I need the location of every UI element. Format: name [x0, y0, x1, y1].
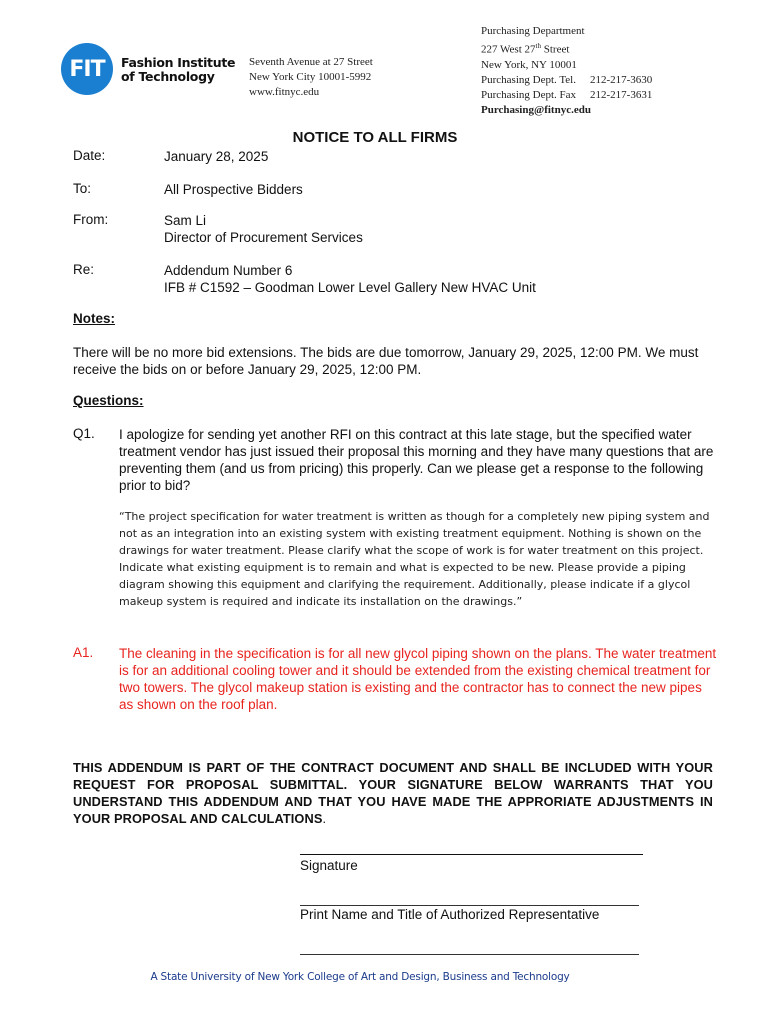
questions-heading: Questions: [73, 393, 144, 408]
footer-tagline: A State University of New York College of Art and Design, Business and Technology [150, 971, 570, 983]
signature-line[interactable] [300, 854, 643, 855]
campus-address-line: Seventh Avenue at 27 Street [249, 56, 373, 68]
re-value [164, 262, 536, 296]
date-value: January 28, 2025 [164, 149, 269, 164]
warrant-end: . [322, 811, 327, 826]
dept-city: New York, NY 10001 [481, 58, 577, 71]
q1-label: Q1. [73, 426, 95, 441]
dept-name: Purchasing Department [481, 25, 585, 37]
notes-heading: Notes: [73, 311, 116, 326]
q1-quote: “The project specification for water treatment is written as though for a completely new piping system and not as an integration into an existing system with existing treatment equipment. Nothing is shown on the drawings for water treatment. Please clarify what the scope of work is for water treatment on this project. Indicate what existing equipment is to remain and what is expected to be new. Please provide a piping diagram showing this equipment and clarifying the requirement. Additionally, please indicate if a glycol makeup system is required and indicate its installation on the drawings.” [119, 510, 710, 608]
signature-label: Signature [300, 858, 358, 873]
logo-text: FIT [69, 56, 105, 82]
dept-email[interactable]: Purchasing@fitnyc.edu [481, 103, 591, 116]
re-line-1: Addendum Number 6 [164, 263, 293, 278]
to-label: To: [73, 181, 92, 196]
fit-logo [61, 43, 113, 95]
re-line-2: IFB # C1592 – Goodman Lower Level Gallery New HVAC Unit [164, 280, 536, 295]
institution-line-2: of Technology [121, 69, 215, 84]
institution-line-1: Fashion Institute [121, 55, 236, 70]
dept-tel: Purchasing Dept. Tel. 212-217-3630 [481, 73, 653, 86]
print-name-line[interactable] [300, 905, 639, 906]
warrant-text: THIS ADDENDUM IS PART OF THE CONTRACT DOCUMENT AND SHALL BE INCLUDED WITH YOUR REQUEST FOR PROPOSAL SUBMITTAL. YOUR SIGNATURE BELOW WARRANTS THAT YOU UNDERSTAND THIS ADDENDUM AND THAT YOU HAVE MADE THE APPRORIATE ADJUSTMENTS IN YOUR PROPOSAL AND CALCULATIONS [73, 760, 713, 826]
notes-text: There will be no more bid extensions. The bids are due tomorrow, January 29, 2025, 12:00 PM. We must receive the bids on or before January 29, 2025, 12:00 PM. [73, 345, 699, 377]
from-title: Director of Procurement Services [164, 230, 363, 245]
a1-label: A1. [73, 645, 94, 660]
dept-fax: Purchasing Dept. Fax 212-217-3631 [481, 88, 653, 101]
page-title: NOTICE TO ALL FIRMS [292, 129, 458, 146]
purchasing-contact [481, 24, 652, 118]
institution-name [121, 56, 235, 84]
print-name-label: Print Name and Title of Authorized Representative [300, 907, 600, 922]
from-value [164, 212, 363, 246]
q1-text: I apologize for sending yet another RFI on this contract at this late stage, but the specified water treatment vendor has just issued their proposal this morning and they have many questions that are preventing them (and us from pricing) this properly. Can we please get a response to the following prior to bid? [119, 427, 714, 493]
campus-website: www.fitnyc.edu [249, 86, 320, 98]
date-sign-line[interactable] [300, 954, 639, 955]
re-label: Re: [73, 262, 95, 277]
dept-street: 227 West 27th Street [481, 42, 570, 56]
to-value: All Prospective Bidders [164, 182, 303, 197]
from-label: From: [73, 212, 109, 227]
addendum-warrant [73, 759, 713, 827]
a1-text: The cleaning in the specification is for all new glycol piping shown on the plans. The water treatment is for an additional cooling tower and it should be extended from the existing chemical treatment for two towers. The glycol makeup station is existing and the contractor has to connect the new pipes as shown on the roof plan. [119, 646, 717, 712]
campus-address-line: New York City 10001-5992 [249, 71, 372, 83]
campus-address [249, 55, 373, 100]
date-label: Date: [73, 148, 106, 163]
from-name: Sam Li [164, 213, 207, 228]
